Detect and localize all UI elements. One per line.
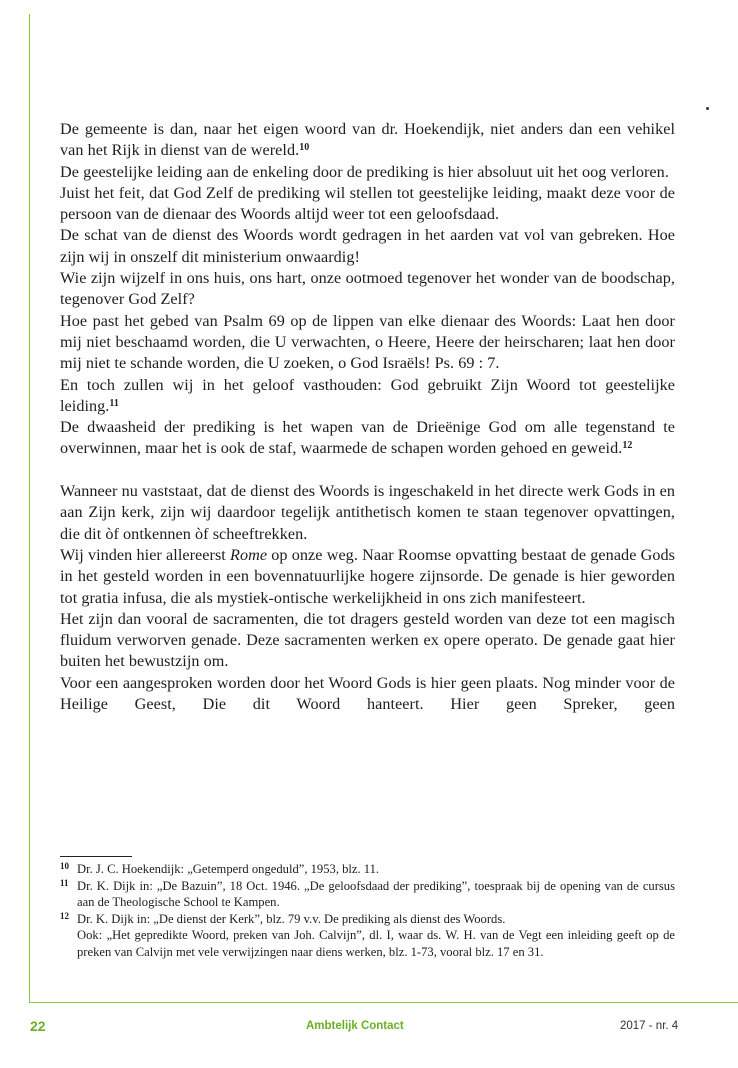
footnote-number: 10 xyxy=(60,861,69,871)
paragraph: De gemeente is dan, naar het eigen woord van dr. Hoekendijk, niet anders dan een vehikel van het Rijk in dienst van de wereld.$^{10}$ xyxy=(60,120,675,160)
scan-speck xyxy=(706,107,709,110)
footnote-ref: 11 xyxy=(109,397,119,409)
paragraph: De geestelijke leiding aan de enkeling door de prediking is hier absoluut uit het oog verloren. xyxy=(60,162,669,181)
page-number: 22 xyxy=(30,1018,46,1034)
footnotes xyxy=(60,861,675,961)
footnote-ref: 12 xyxy=(622,440,633,452)
paragraph: Het zijn dan vooral de sacramenten, die tot dragers gesteld worden van deze tot een magisch fluidum verworven genade. Deze sacramenten werken ex opere operato. De genade gaat hier buiten het bewustzijn om. xyxy=(60,609,675,671)
footer-rule xyxy=(29,1002,738,1003)
magazine-title: Ambtelijk Contact xyxy=(306,1020,404,1032)
paragraph: En toch zullen wij in het geloof vasthouden: God gebruikt Zijn Woord tot geestelijke leiding.$^{11}$ xyxy=(60,375,675,415)
paragraph: De schat van de dienst des Woords wordt gedragen in het aarden vat vol van gebreken. Hoe zijn wij in onszelf dit ministerium onwaardig! xyxy=(60,226,675,266)
paragraph: Hoe past het gebed van Psalm 69 op de lippen van elke dienaar des Woords: Laat hen door mij niet beschaamd worden, die U verwachten, o Heere, Heere der heirscharen; laat hen door mij niet te schande worden, die U zoeken, o God Israëls! Ps. 69 : 7. xyxy=(60,311,675,373)
footnote-number: 12 xyxy=(60,910,69,921)
paragraph: Juist het feit, dat God Zelf de prediking wil stellen tot geestelijke leiding, maakt deze voor de persoon van de dienaar des Woords altijd weer tot een geloofsdaad. xyxy=(60,183,675,224)
footnote-rule xyxy=(60,856,132,857)
footnote: 11 Dr. K. Dijk in: „De Bazuin”, 18 Oct. 1946. „De geloofsdaad der prediking”, toespraak bij de opening van de cursus aan de Theologische School te Kampen. xyxy=(60,878,675,911)
footnote-number: 11 xyxy=(60,877,69,888)
paragraph: Wie zijn wijzelf in ons huis, ons hart, onze ootmoed tegenover het wonder van de boodschap, tegenover God Zelf? xyxy=(60,269,675,309)
footnote-ref: 10 xyxy=(299,142,310,154)
footnote: 12 Dr. K. Dijk in: „De dienst der Kerk”, blz. 79 v.v. De prediking als dienst des Woords. xyxy=(60,911,675,928)
footnote: 10 Dr. J. C. Hoekendijk: „Getemperd ongeduld”, 1953, blz. 11. xyxy=(60,861,675,878)
paragraph-gap xyxy=(60,460,675,481)
margin-rule-vertical xyxy=(29,14,30,1003)
footnote-continuation: Ook: „Het gepredikte Woord, preken van Joh. Calvijn”, dl. I, waar ds. W. H. van de Vegt een inleiding geeft op de preken van Calvijn met vele verwijzingen naar diens werken, blz. 1-73, vooral blz. 17 en 31. xyxy=(77,928,675,959)
paragraph: Wij vinden hier allereerst Rome op onze weg. Naar Roomse opvatting bestaat de genade Gods in het gesteld worden in een bovennatuurlijke hogere zijnsorde. De genade is hier geworden tot gratia infusa, die als mystiek-ontische werkelijkheid in ons zich manifesteert. xyxy=(60,545,675,607)
paragraph: Wanneer nu vaststaat, dat de dienst des Woords is ingeschakeld in het directe werk Gods in en aan Zijn kerk, zijn wij daardoor tegelijk antithetisch komen te staan tegenover opvattingen, die dit òf ontkennen òf scheeftrekken. xyxy=(60,482,675,543)
article-body xyxy=(60,119,675,715)
paragraph: Voor een aangesproken worden door het Woord Gods is hier geen plaats. Nog minder voor de Heilige Geest, Die dit Woord hanteert. Hier geen Spreker, geen xyxy=(60,673,675,714)
emphasis-rome: Rome xyxy=(230,545,268,564)
paragraph: De dwaasheid der prediking is het wapen van de Drieënige God om alle tegenstand te overwinnen, maar het is ook de staf, waarmede de schapen worden gehoed en geweid.$^{12}$ xyxy=(60,418,675,458)
issue-number: 2017 - nr. 4 xyxy=(620,1020,679,1032)
